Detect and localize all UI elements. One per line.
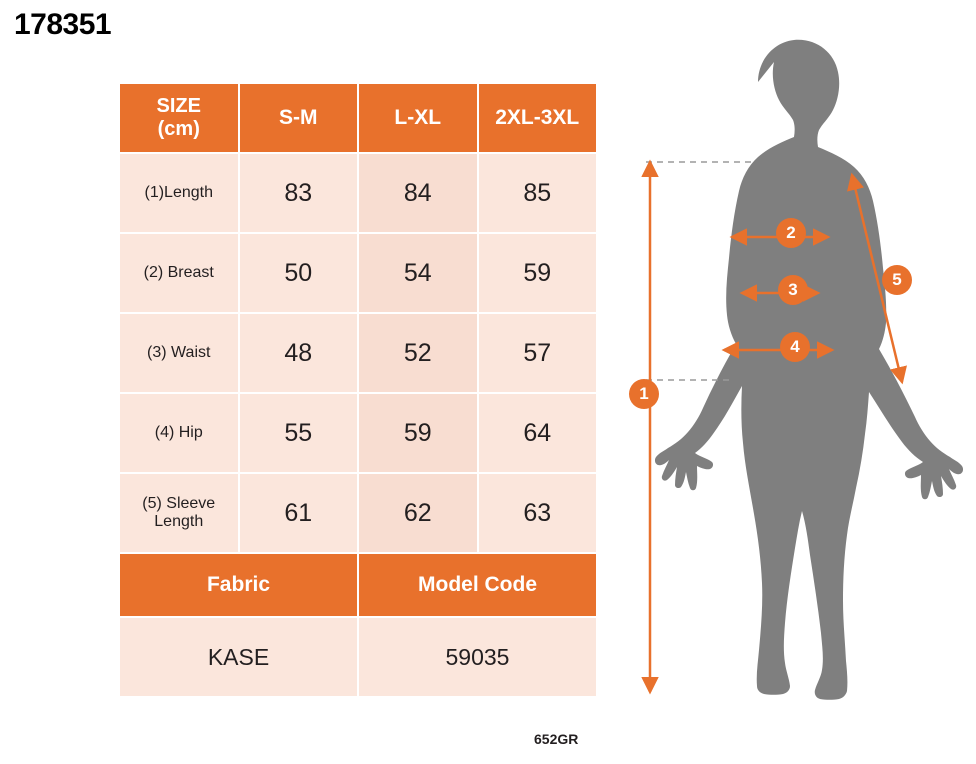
table-row — [119, 313, 597, 393]
row-label-sleeve-length: (5) Sleeve Length — [119, 473, 239, 553]
row-label-length: (1)Length — [119, 153, 239, 233]
footer-value-model-code: 59035 — [358, 617, 597, 697]
cell-breast-2xl-3xl: 59 — [478, 233, 598, 313]
measurement-figure — [620, 20, 970, 740]
size-header-line2: (cm) — [157, 118, 200, 140]
page-title: 178351 — [14, 8, 112, 41]
cell-waist-l-xl: 52 — [358, 313, 478, 393]
table-footer-header-row — [119, 553, 597, 617]
column-header-2xl-3xl: 2XL-3XL — [478, 83, 598, 153]
table-row — [119, 473, 597, 553]
row-label-waist: (3) Waist — [119, 313, 239, 393]
cell-breast-l-xl: 54 — [358, 233, 478, 313]
cell-breast-s-m: 50 — [239, 233, 359, 313]
badge-4-hip: 4 — [780, 332, 810, 362]
size-header-line1: SIZE — [156, 95, 201, 117]
badge-5-sleeve-length: 5 — [882, 265, 912, 295]
footer-value-fabric: KASE — [119, 617, 358, 697]
cell-length-2xl-3xl: 85 — [478, 153, 598, 233]
table-footnote: 652GR — [534, 731, 579, 747]
cell-hip-2xl-3xl: 64 — [478, 393, 598, 473]
cell-sleeve-2xl-3xl: 63 — [478, 473, 598, 553]
footer-header-fabric: Fabric — [119, 553, 358, 617]
cell-hip-s-m: 55 — [239, 393, 359, 473]
footer-header-model-code: Model Code — [358, 553, 597, 617]
table-header-row — [119, 83, 597, 153]
table-row — [119, 153, 597, 233]
row-label-breast: (2) Breast — [119, 233, 239, 313]
row-label-hip: (4) Hip — [119, 393, 239, 473]
silhouette-diagram — [620, 20, 970, 740]
column-header-size — [119, 83, 239, 153]
table-footer-value-row — [119, 617, 597, 697]
cell-waist-2xl-3xl: 57 — [478, 313, 598, 393]
badge-3-waist: 3 — [778, 275, 808, 305]
cell-sleeve-l-xl: 62 — [358, 473, 478, 553]
female-silhouette-icon — [655, 40, 963, 700]
column-header-s-m: S-M — [239, 83, 359, 153]
cell-hip-l-xl: 59 — [358, 393, 478, 473]
table-row — [119, 393, 597, 473]
badge-2-breast: 2 — [776, 218, 806, 248]
column-header-l-xl: L-XL — [358, 83, 478, 153]
cell-length-l-xl: 84 — [358, 153, 478, 233]
cell-length-s-m: 83 — [239, 153, 359, 233]
table-row — [119, 233, 597, 313]
size-chart-table — [118, 82, 598, 698]
badge-1-length: 1 — [629, 379, 659, 409]
cell-sleeve-s-m: 61 — [239, 473, 359, 553]
cell-waist-s-m: 48 — [239, 313, 359, 393]
